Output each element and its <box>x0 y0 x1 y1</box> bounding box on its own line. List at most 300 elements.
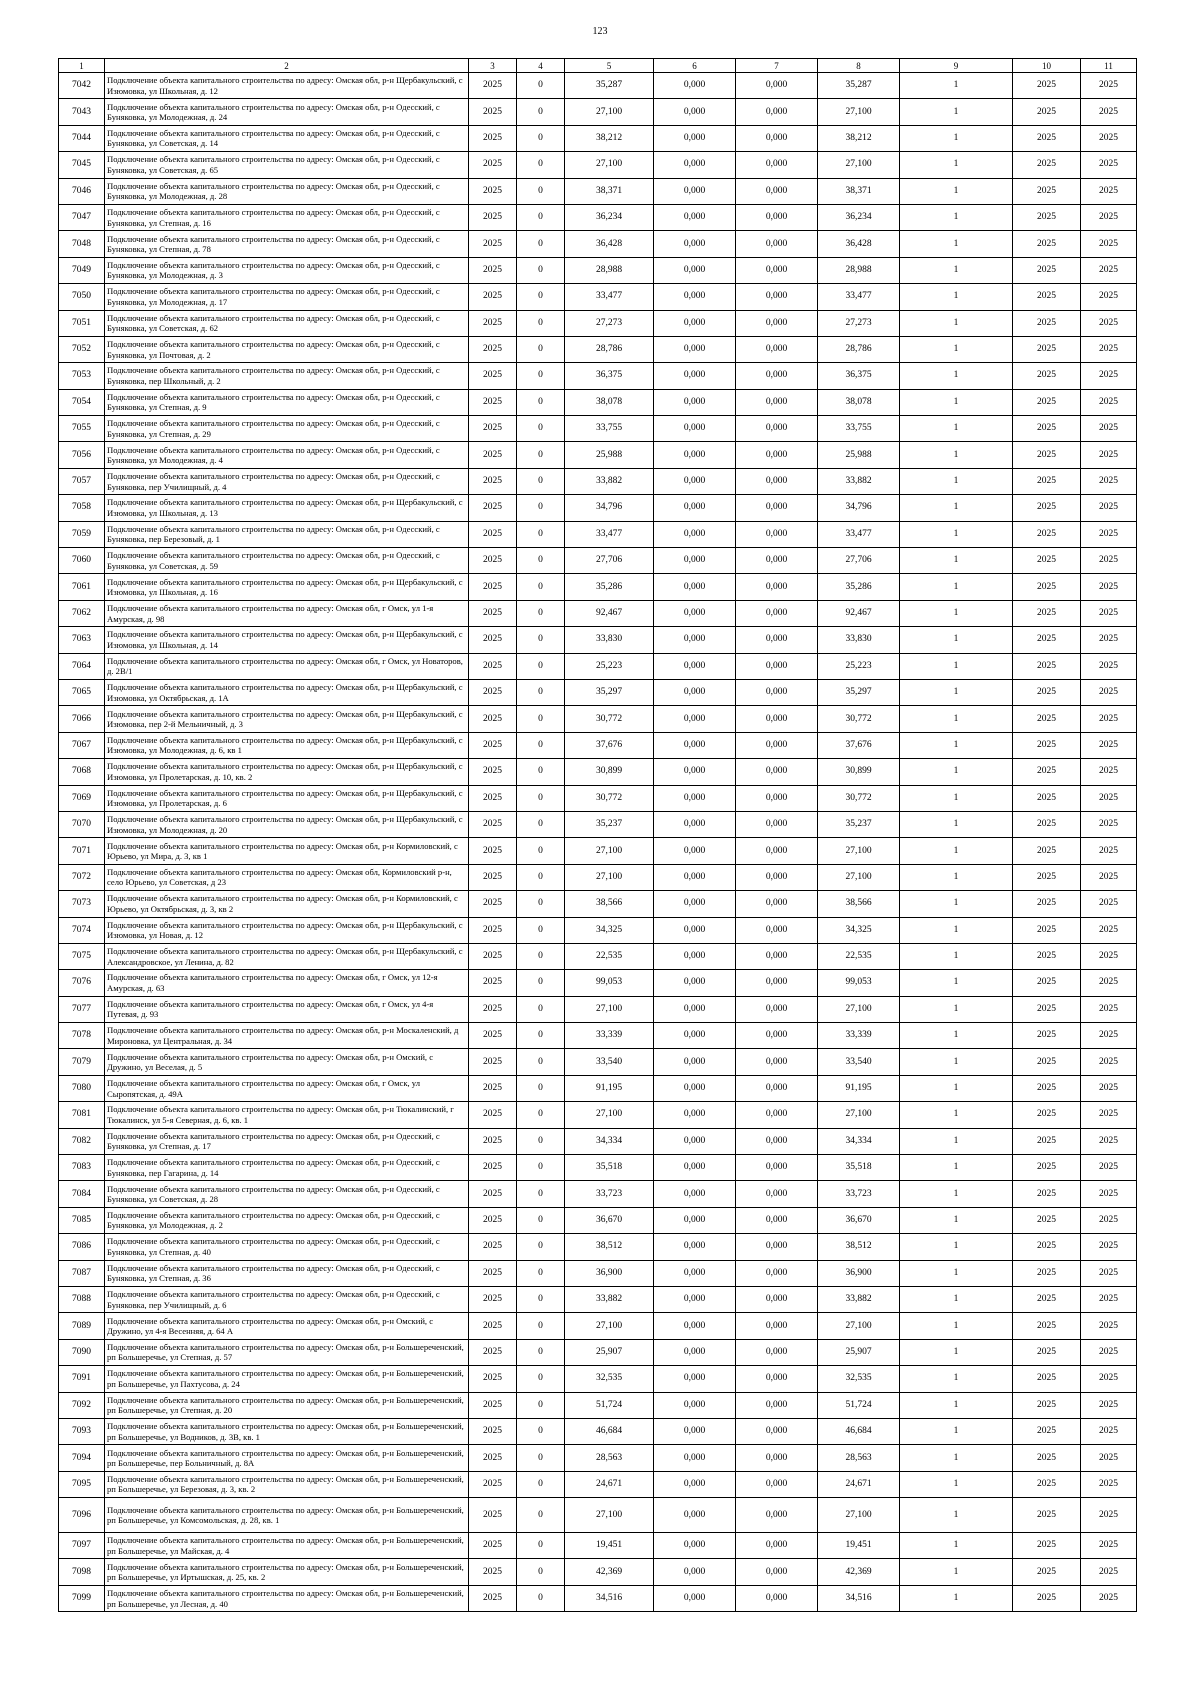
length-total-cell: 28,786 <box>565 336 654 362</box>
value-a-cell: 0,000 <box>654 521 736 547</box>
table-row <box>59 943 1137 969</box>
table-row <box>59 1049 1137 1075</box>
year-cell: 2025 <box>469 996 517 1022</box>
table-row <box>59 125 1137 151</box>
length-cell: 33,477 <box>818 521 900 547</box>
table-row <box>59 1286 1137 1312</box>
description-cell: Подключение объекта капитального строительства по адресу: Омская обл, р-н Одесский, с Буняковка, ул Молодежная, д. 24 <box>105 99 469 125</box>
count-cell: 0 <box>517 785 565 811</box>
end-year-cell: 2025 <box>1081 363 1137 389</box>
value-a-cell: 0,000 <box>654 1366 736 1392</box>
start-year-cell: 2025 <box>1013 389 1081 415</box>
length-total-cell: 42,369 <box>565 1559 654 1585</box>
count-cell: 0 <box>517 1207 565 1233</box>
start-year-cell: 2025 <box>1013 204 1081 230</box>
length-cell: 33,755 <box>818 416 900 442</box>
length-total-cell: 33,540 <box>565 1049 654 1075</box>
quantity-cell: 1 <box>900 627 1013 653</box>
end-year-cell: 2025 <box>1081 1155 1137 1181</box>
end-year-cell: 2025 <box>1081 1181 1137 1207</box>
value-a-cell: 0,000 <box>654 1049 736 1075</box>
length-cell: 25,988 <box>818 442 900 468</box>
length-total-cell: 36,900 <box>565 1260 654 1286</box>
quantity-cell: 1 <box>900 1260 1013 1286</box>
row-number-cell: 7051 <box>59 310 105 336</box>
value-b-cell: 0,000 <box>736 864 818 890</box>
year-cell: 2025 <box>469 1234 517 1260</box>
register-table <box>58 58 1137 1612</box>
count-cell: 0 <box>517 970 565 996</box>
length-cell: 36,900 <box>818 1260 900 1286</box>
count-cell: 0 <box>517 1313 565 1339</box>
table-row <box>59 679 1137 705</box>
start-year-cell: 2025 <box>1013 284 1081 310</box>
quantity-cell: 1 <box>900 1102 1013 1128</box>
length-cell: 33,540 <box>818 1049 900 1075</box>
table-row <box>59 310 1137 336</box>
table-row <box>59 1559 1137 1585</box>
value-a-cell: 0,000 <box>654 178 736 204</box>
start-year-cell: 2025 <box>1013 1260 1081 1286</box>
end-year-cell: 2025 <box>1081 1533 1137 1559</box>
start-year-cell: 2025 <box>1013 679 1081 705</box>
end-year-cell: 2025 <box>1081 600 1137 626</box>
start-year-cell: 2025 <box>1013 1234 1081 1260</box>
row-number-cell: 7094 <box>59 1445 105 1471</box>
quantity-cell: 1 <box>900 864 1013 890</box>
end-year-cell: 2025 <box>1081 891 1137 917</box>
count-cell: 0 <box>517 1339 565 1365</box>
count-cell: 0 <box>517 99 565 125</box>
length-total-cell: 25,907 <box>565 1339 654 1365</box>
length-cell: 27,100 <box>818 1498 900 1533</box>
value-a-cell: 0,000 <box>654 548 736 574</box>
value-a-cell: 0,000 <box>654 891 736 917</box>
length-cell: 25,223 <box>818 653 900 679</box>
description-cell: Подключение объекта капитального строительства по адресу: Омская обл, р-н Одесский, с Буняковка, пер Школьный, д. 2 <box>105 363 469 389</box>
length-cell: 27,100 <box>818 996 900 1022</box>
count-cell: 0 <box>517 73 565 99</box>
value-b-cell: 0,000 <box>736 389 818 415</box>
year-cell: 2025 <box>469 600 517 626</box>
start-year-cell: 2025 <box>1013 231 1081 257</box>
value-b-cell: 0,000 <box>736 1585 818 1611</box>
length-total-cell: 38,212 <box>565 125 654 151</box>
start-year-cell: 2025 <box>1013 1339 1081 1365</box>
year-cell: 2025 <box>469 759 517 785</box>
value-a-cell: 0,000 <box>654 204 736 230</box>
table-row <box>59 1155 1137 1181</box>
count-cell: 0 <box>517 521 565 547</box>
description-cell: Подключение объекта капитального строительства по адресу: Омская обл, р-н Щербакульский, с Изюмовка, ул Молодежная, д. 20 <box>105 811 469 837</box>
length-total-cell: 27,100 <box>565 864 654 890</box>
value-b-cell: 0,000 <box>736 891 818 917</box>
row-number-cell: 7077 <box>59 996 105 1022</box>
row-number-cell: 7054 <box>59 389 105 415</box>
start-year-cell: 2025 <box>1013 1533 1081 1559</box>
length-total-cell: 99,053 <box>565 970 654 996</box>
quantity-cell: 1 <box>900 1585 1013 1611</box>
length-cell: 27,100 <box>818 864 900 890</box>
length-cell: 36,234 <box>818 204 900 230</box>
length-cell: 28,988 <box>818 257 900 283</box>
length-cell: 27,100 <box>818 99 900 125</box>
quantity-cell: 1 <box>900 970 1013 996</box>
description-cell: Подключение объекта капитального строительства по адресу: Омская обл, р-н Одесский, с Буняковка, ул Молодежная, д. 17 <box>105 284 469 310</box>
year-cell: 2025 <box>469 152 517 178</box>
end-year-cell: 2025 <box>1081 706 1137 732</box>
description-cell: Подключение объекта капитального строительства по адресу: Омская обл, р-н Одесский, с Буняковка, ул Степная, д. 9 <box>105 389 469 415</box>
start-year-cell: 2025 <box>1013 1181 1081 1207</box>
count-cell: 0 <box>517 732 565 758</box>
length-cell: 25,907 <box>818 1339 900 1365</box>
end-year-cell: 2025 <box>1081 1339 1137 1365</box>
value-a-cell: 0,000 <box>654 1155 736 1181</box>
value-b-cell: 0,000 <box>736 1102 818 1128</box>
end-year-cell: 2025 <box>1081 1023 1137 1049</box>
row-number-cell: 7066 <box>59 706 105 732</box>
table-row <box>59 785 1137 811</box>
value-b-cell: 0,000 <box>736 653 818 679</box>
start-year-cell: 2025 <box>1013 574 1081 600</box>
length-total-cell: 36,670 <box>565 1207 654 1233</box>
row-number-cell: 7060 <box>59 548 105 574</box>
value-a-cell: 0,000 <box>654 1102 736 1128</box>
description-cell: Подключение объекта капитального строительства по адресу: Омская обл, р-н Одесский, с Буняковка, пер Гагарина, д. 14 <box>105 1155 469 1181</box>
count-cell: 0 <box>517 679 565 705</box>
row-number-cell: 7083 <box>59 1155 105 1181</box>
description-cell: Подключение объекта капитального строительства по адресу: Омская обл, р-н Одесский, с Буняковка, ул Степная, д. 17 <box>105 1128 469 1154</box>
length-total-cell: 34,325 <box>565 917 654 943</box>
start-year-cell: 2025 <box>1013 970 1081 996</box>
end-year-cell: 2025 <box>1081 1559 1137 1585</box>
value-a-cell: 0,000 <box>654 284 736 310</box>
year-cell: 2025 <box>469 1075 517 1101</box>
value-b-cell: 0,000 <box>736 442 818 468</box>
row-number-cell: 7070 <box>59 811 105 837</box>
end-year-cell: 2025 <box>1081 204 1137 230</box>
length-cell: 33,477 <box>818 284 900 310</box>
length-total-cell: 27,100 <box>565 1102 654 1128</box>
end-year-cell: 2025 <box>1081 574 1137 600</box>
end-year-cell: 2025 <box>1081 1445 1137 1471</box>
row-number-cell: 7065 <box>59 679 105 705</box>
value-a-cell: 0,000 <box>654 125 736 151</box>
quantity-cell: 1 <box>900 679 1013 705</box>
count-cell: 0 <box>517 416 565 442</box>
value-a-cell: 0,000 <box>654 310 736 336</box>
year-cell: 2025 <box>469 1102 517 1128</box>
year-cell: 2025 <box>469 125 517 151</box>
quantity-cell: 1 <box>900 943 1013 969</box>
value-b-cell: 0,000 <box>736 1313 818 1339</box>
end-year-cell: 2025 <box>1081 468 1137 494</box>
description-cell: Подключение объекта капитального строительства по адресу: Омская обл, р-н Одесский, с Буняковка, ул Степная, д. 36 <box>105 1260 469 1286</box>
count-cell: 0 <box>517 811 565 837</box>
description-cell: Подключение объекта капитального строительства по адресу: Омская обл, р-н Щербакульский, с Изюмовка, ул Пролетарская, д. 6 <box>105 785 469 811</box>
year-cell: 2025 <box>469 943 517 969</box>
row-number-cell: 7080 <box>59 1075 105 1101</box>
length-cell: 36,670 <box>818 1207 900 1233</box>
start-year-cell: 2025 <box>1013 125 1081 151</box>
value-b-cell: 0,000 <box>736 732 818 758</box>
year-cell: 2025 <box>469 1585 517 1611</box>
year-cell: 2025 <box>469 1339 517 1365</box>
count-cell: 0 <box>517 943 565 969</box>
start-year-cell: 2025 <box>1013 1471 1081 1497</box>
year-cell: 2025 <box>469 864 517 890</box>
length-cell: 33,339 <box>818 1023 900 1049</box>
end-year-cell: 2025 <box>1081 653 1137 679</box>
length-total-cell: 34,796 <box>565 495 654 521</box>
length-cell: 27,706 <box>818 548 900 574</box>
end-year-cell: 2025 <box>1081 732 1137 758</box>
quantity-cell: 1 <box>900 574 1013 600</box>
year-cell: 2025 <box>469 679 517 705</box>
count-cell: 0 <box>517 759 565 785</box>
length-total-cell: 51,724 <box>565 1392 654 1418</box>
quantity-cell: 1 <box>900 732 1013 758</box>
column-header: 10 <box>1013 59 1081 73</box>
quantity-cell: 1 <box>900 891 1013 917</box>
value-b-cell: 0,000 <box>736 1128 818 1154</box>
description-cell: Подключение объекта капитального строительства по адресу: Омская обл, р-н Кормиловский, с Юрьево, ул Октябрьская, д. 3, кв 2 <box>105 891 469 917</box>
count-cell: 0 <box>517 1234 565 1260</box>
count-cell: 0 <box>517 1445 565 1471</box>
value-a-cell: 0,000 <box>654 838 736 864</box>
quantity-cell: 1 <box>900 468 1013 494</box>
column-header: 3 <box>469 59 517 73</box>
description-cell: Подключение объекта капитального строительства по адресу: Омская обл, р-н Большереченский, рп Большеречье, ул Иртышская, д. 25, кв. 2 <box>105 1559 469 1585</box>
row-number-cell: 7059 <box>59 521 105 547</box>
value-a-cell: 0,000 <box>654 811 736 837</box>
value-b-cell: 0,000 <box>736 600 818 626</box>
table-row <box>59 864 1137 890</box>
year-cell: 2025 <box>469 99 517 125</box>
value-b-cell: 0,000 <box>736 1234 818 1260</box>
start-year-cell: 2025 <box>1013 1049 1081 1075</box>
year-cell: 2025 <box>469 468 517 494</box>
length-total-cell: 38,371 <box>565 178 654 204</box>
value-a-cell: 0,000 <box>654 73 736 99</box>
length-cell: 92,467 <box>818 600 900 626</box>
length-total-cell: 35,297 <box>565 679 654 705</box>
length-cell: 28,786 <box>818 336 900 362</box>
start-year-cell: 2025 <box>1013 1286 1081 1312</box>
table-row <box>59 811 1137 837</box>
table-row <box>59 759 1137 785</box>
count-cell: 0 <box>517 310 565 336</box>
description-cell: Подключение объекта капитального строительства по адресу: Омская обл, р-н Одесский, с Буняковка, ул Советская, д. 62 <box>105 310 469 336</box>
table-row <box>59 1533 1137 1559</box>
table-row <box>59 732 1137 758</box>
table-row <box>59 1075 1137 1101</box>
quantity-cell: 1 <box>900 442 1013 468</box>
start-year-cell: 2025 <box>1013 521 1081 547</box>
year-cell: 2025 <box>469 73 517 99</box>
row-number-cell: 7063 <box>59 627 105 653</box>
length-total-cell: 32,535 <box>565 1366 654 1392</box>
table-row <box>59 1339 1137 1365</box>
value-b-cell: 0,000 <box>736 574 818 600</box>
description-cell: Подключение объекта капитального строительства по адресу: Омская обл, р-н Щербакульский, с Изюмовка, ул Новая, д. 12 <box>105 917 469 943</box>
quantity-cell: 1 <box>900 1533 1013 1559</box>
description-cell: Подключение объекта капитального строительства по адресу: Омская обл, г Омск, ул 4-я Путевая, д. 93 <box>105 996 469 1022</box>
value-b-cell: 0,000 <box>736 1533 818 1559</box>
end-year-cell: 2025 <box>1081 1498 1137 1533</box>
value-b-cell: 0,000 <box>736 1023 818 1049</box>
quantity-cell: 1 <box>900 1559 1013 1585</box>
length-cell: 36,375 <box>818 363 900 389</box>
value-b-cell: 0,000 <box>736 1339 818 1365</box>
count-cell: 0 <box>517 891 565 917</box>
length-total-cell: 46,684 <box>565 1418 654 1444</box>
start-year-cell: 2025 <box>1013 891 1081 917</box>
value-a-cell: 0,000 <box>654 495 736 521</box>
row-number-cell: 7049 <box>59 257 105 283</box>
start-year-cell: 2025 <box>1013 1498 1081 1533</box>
start-year-cell: 2025 <box>1013 152 1081 178</box>
length-cell: 35,297 <box>818 679 900 705</box>
description-cell: Подключение объекта капитального строительства по адресу: Омская обл, р-н Большереченский, рп Большеречье, ул Березовая, д. 3, кв. 2 <box>105 1471 469 1497</box>
table-row <box>59 1313 1137 1339</box>
value-a-cell: 0,000 <box>654 996 736 1022</box>
start-year-cell: 2025 <box>1013 759 1081 785</box>
quantity-cell: 1 <box>900 996 1013 1022</box>
end-year-cell: 2025 <box>1081 1418 1137 1444</box>
length-cell: 38,078 <box>818 389 900 415</box>
description-cell: Подключение объекта капитального строительства по адресу: Омская обл, р-н Одесский, с Буняковка, пер Березовый, д. 1 <box>105 521 469 547</box>
table-row <box>59 495 1137 521</box>
count-cell: 0 <box>517 468 565 494</box>
length-cell: 33,882 <box>818 1286 900 1312</box>
table-row <box>59 99 1137 125</box>
year-cell: 2025 <box>469 257 517 283</box>
row-number-cell: 7093 <box>59 1418 105 1444</box>
table-row <box>59 1585 1137 1611</box>
quantity-cell: 1 <box>900 284 1013 310</box>
length-cell: 30,772 <box>818 706 900 732</box>
row-number-cell: 7088 <box>59 1286 105 1312</box>
table-row <box>59 600 1137 626</box>
quantity-cell: 1 <box>900 152 1013 178</box>
end-year-cell: 2025 <box>1081 257 1137 283</box>
row-number-cell: 7052 <box>59 336 105 362</box>
value-b-cell: 0,000 <box>736 759 818 785</box>
description-cell: Подключение объекта капитального строительства по адресу: Омская обл, р-н Щербакульский, с Изюмовка, ул Школьная, д. 12 <box>105 73 469 99</box>
end-year-cell: 2025 <box>1081 838 1137 864</box>
value-a-cell: 0,000 <box>654 99 736 125</box>
row-number-cell: 7072 <box>59 864 105 890</box>
table-row <box>59 574 1137 600</box>
description-cell: Подключение объекта капитального строительства по адресу: Омская обл, р-н Щербакульский, с Изюмовка, ул Октябрьская, д. 1А <box>105 679 469 705</box>
end-year-cell: 2025 <box>1081 970 1137 996</box>
table-row <box>59 970 1137 996</box>
year-cell: 2025 <box>469 336 517 362</box>
length-cell: 91,195 <box>818 1075 900 1101</box>
description-cell: Подключение объекта капитального строительства по адресу: Омская обл, р-н Одесский, с Буняковка, ул Советская, д. 59 <box>105 548 469 574</box>
row-number-cell: 7092 <box>59 1392 105 1418</box>
count-cell: 0 <box>517 1366 565 1392</box>
value-a-cell: 0,000 <box>654 706 736 732</box>
description-cell: Подключение объекта капитального строительства по адресу: Омская обл, р-н Большереченский, рп Большеречье, ул Степная, д. 57 <box>105 1339 469 1365</box>
length-total-cell: 25,988 <box>565 442 654 468</box>
row-number-cell: 7096 <box>59 1498 105 1533</box>
length-total-cell: 36,234 <box>565 204 654 230</box>
row-number-cell: 7091 <box>59 1366 105 1392</box>
end-year-cell: 2025 <box>1081 679 1137 705</box>
start-year-cell: 2025 <box>1013 838 1081 864</box>
description-cell: Подключение объекта капитального строительства по адресу: Омская обл, р-н Щербакульский, с Изюмовка, ул Школьная, д. 16 <box>105 574 469 600</box>
start-year-cell: 2025 <box>1013 1023 1081 1049</box>
quantity-cell: 1 <box>900 495 1013 521</box>
table-body <box>59 73 1137 1612</box>
start-year-cell: 2025 <box>1013 468 1081 494</box>
value-b-cell: 0,000 <box>736 679 818 705</box>
column-header: 2 <box>105 59 469 73</box>
table-row <box>59 1207 1137 1233</box>
description-cell: Подключение объекта капитального строительства по адресу: Омская обл, р-н Одесский, с Буняковка, ул Молодежная, д. 28 <box>105 178 469 204</box>
length-cell: 34,516 <box>818 1585 900 1611</box>
description-cell: Подключение объекта капитального строительства по адресу: Омская обл, р-н Кормиловский, с Юрьево, ул Мира, д. 3, кв 1 <box>105 838 469 864</box>
table-row <box>59 363 1137 389</box>
row-number-cell: 7068 <box>59 759 105 785</box>
table-row <box>59 1471 1137 1497</box>
length-cell: 35,287 <box>818 73 900 99</box>
start-year-cell: 2025 <box>1013 1075 1081 1101</box>
quantity-cell: 1 <box>900 310 1013 336</box>
quantity-cell: 1 <box>900 917 1013 943</box>
count-cell: 0 <box>517 1533 565 1559</box>
length-total-cell: 28,563 <box>565 1445 654 1471</box>
end-year-cell: 2025 <box>1081 336 1137 362</box>
description-cell: Подключение объекта капитального строительства по адресу: Омская обл, р-н Одесский, с Буняковка, ул Советская, д. 28 <box>105 1181 469 1207</box>
start-year-cell: 2025 <box>1013 864 1081 890</box>
length-cell: 27,100 <box>818 1102 900 1128</box>
length-total-cell: 27,100 <box>565 1313 654 1339</box>
count-cell: 0 <box>517 442 565 468</box>
length-cell: 27,100 <box>818 1313 900 1339</box>
count-cell: 0 <box>517 600 565 626</box>
table-row <box>59 257 1137 283</box>
value-a-cell: 0,000 <box>654 1181 736 1207</box>
start-year-cell: 2025 <box>1013 178 1081 204</box>
table-row <box>59 1181 1137 1207</box>
quantity-cell: 1 <box>900 178 1013 204</box>
column-header: 11 <box>1081 59 1137 73</box>
row-number-cell: 7061 <box>59 574 105 600</box>
table-row <box>59 1418 1137 1444</box>
table-row <box>59 284 1137 310</box>
quantity-cell: 1 <box>900 73 1013 99</box>
length-cell: 27,273 <box>818 310 900 336</box>
quantity-cell: 1 <box>900 1366 1013 1392</box>
row-number-cell: 7085 <box>59 1207 105 1233</box>
count-cell: 0 <box>517 1392 565 1418</box>
page-number: 123 <box>592 26 608 37</box>
length-total-cell: 35,237 <box>565 811 654 837</box>
year-cell: 2025 <box>469 891 517 917</box>
value-b-cell: 0,000 <box>736 1155 818 1181</box>
count-cell: 0 <box>517 1498 565 1533</box>
description-cell: Подключение объекта капитального строительства по адресу: Омская обл, р-н Тюкалинский, г Тюкалинск, ул 5-я Северная, д. 6, кв. 1 <box>105 1102 469 1128</box>
value-b-cell: 0,000 <box>736 99 818 125</box>
start-year-cell: 2025 <box>1013 996 1081 1022</box>
year-cell: 2025 <box>469 1023 517 1049</box>
length-cell: 36,428 <box>818 231 900 257</box>
end-year-cell: 2025 <box>1081 231 1137 257</box>
value-a-cell: 0,000 <box>654 1471 736 1497</box>
